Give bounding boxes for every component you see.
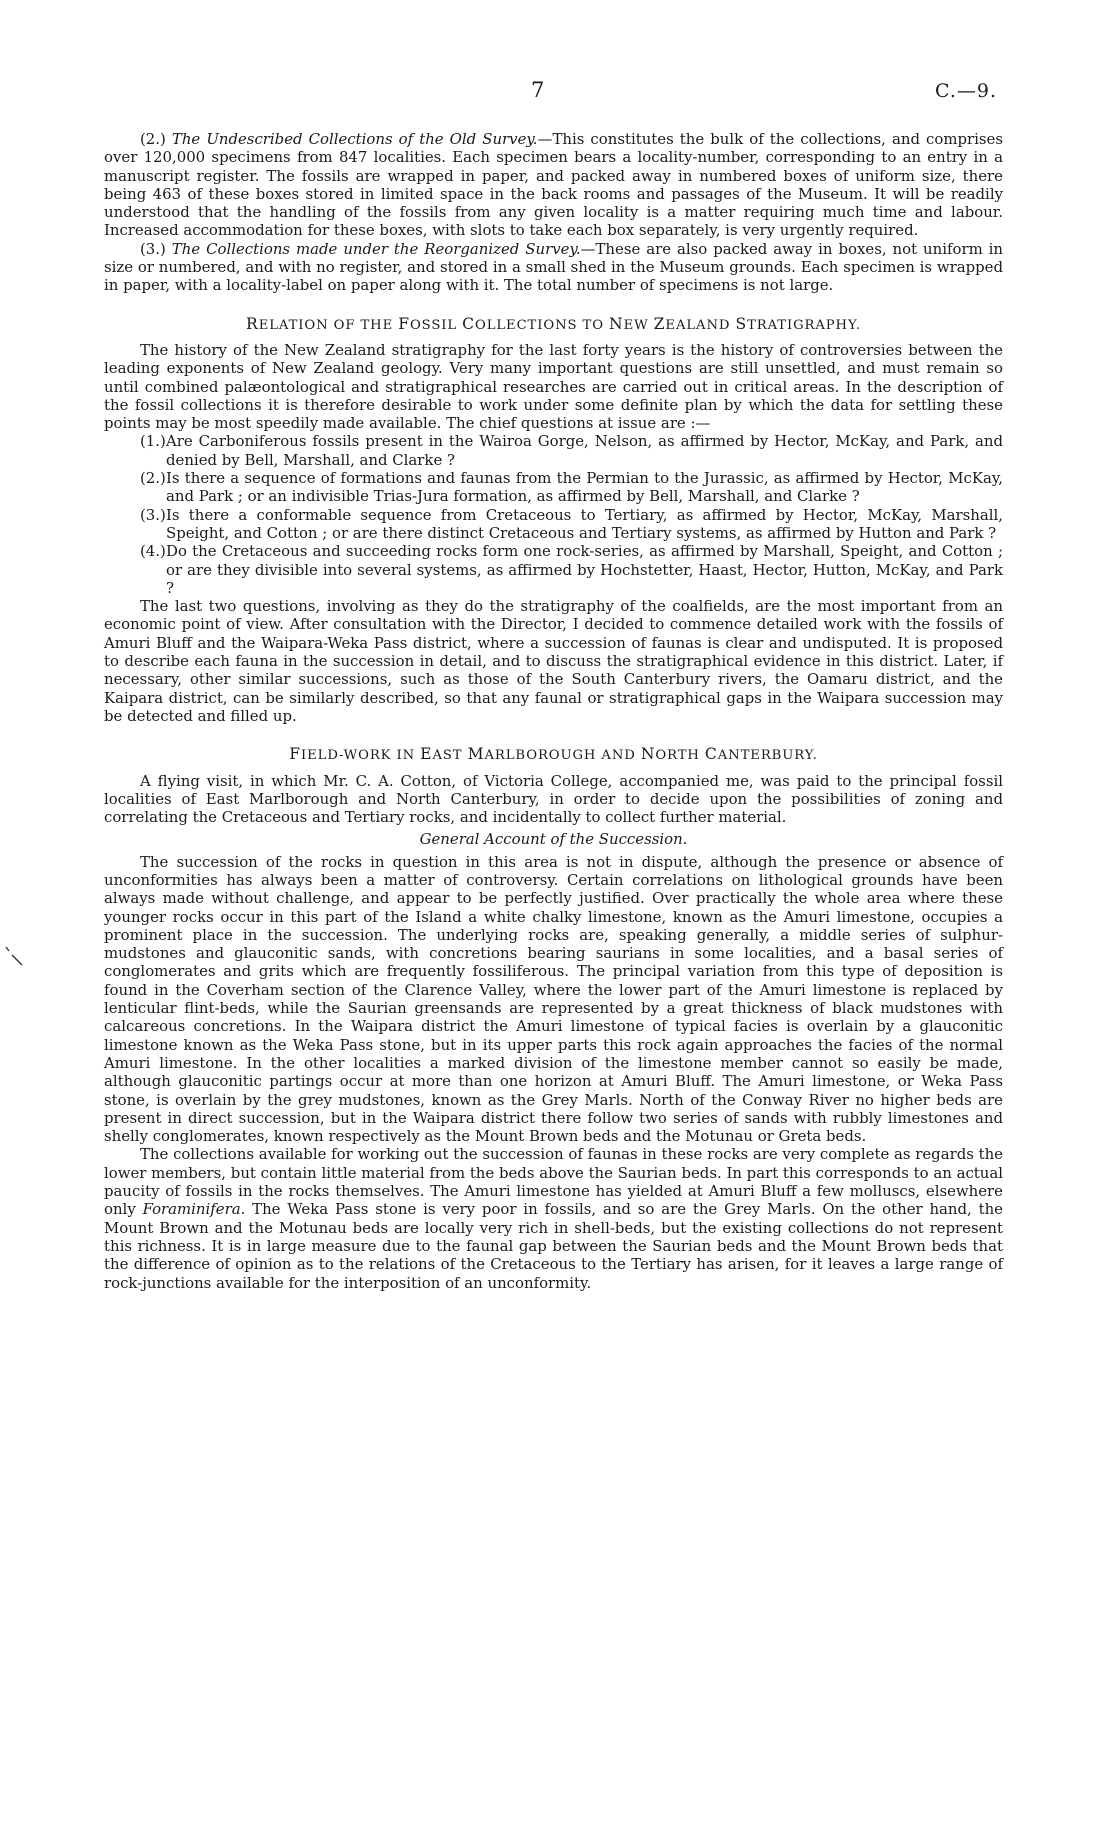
margin-mark-icon	[0, 945, 24, 967]
section-heading-fieldwork: FIELD-WORK IN EAST MARLBOROUGH AND NORTH CANTERBURY.	[289, 745, 818, 764]
list-item: (2.) Is there a sequence of formations and faunas from the Permian to the Jurassic, as affirmed by Hector, McKay, and Park ; or an indivisible Trias-Jura formation, as affirmed by Bell, Marshall, and Clarke ?	[140, 469, 1003, 506]
section-heading-stratigraphy: RELATION OF THE FOSSIL COLLECTIONS TO NEW ZEALAND STRATIGRAPHY.	[246, 314, 861, 333]
paragraph-stratigraphy-conclusion: The last two questions, involving as they do the stratigraphy of the coalfields, are the most important from an economic point of view. After consultation with the Director, I decided to commence detailed work with the fossils of Amuri Bluff and the Waipara-Weka Pass district, where a succession of faunas is clear and undisputed. It is proposed to describe each fauna in the succession in detail, and to discuss the stratigraphical evidence in this district. Later, if necessary, other similar successions, such as those of the South Canterbury rivers, the Oamaru district, and the Kaipara district, can be similarly described, so that any faunal or stratigraphical gaps in the Waipara succession may be detected and filled up.	[104, 597, 1003, 725]
paragraph-title: The Collections made under the Reorganized Survey.	[171, 239, 581, 258]
paragraph-collections: The collections available for working out the succession of faunas in these rocks are very complete as regards the lower members, but contain little material from the beds above the Saurian beds. In part this corresponds to an actual paucity of fossils in the rocks themselves. The Amuri limestone has yielded at Amuri Bluff a few molluscs, elsewhere only Foraminifera. The Weka Pass stone is very poor in fossils, and so are the Grey Marls. On the other hand, the Mount Brown and the Motunau beds are locally very rich in shell-beds, but the existing collections do not represent this richness. It is in large measure due to the faunal gap between the Saurian beds and the Mount Brown beds that the difference of opinion as to the relations of the Cretaceous to the Tertiary has arisen, for it leaves a large range of rock-junctions available for the interposition of an unconformity.	[104, 1145, 1003, 1292]
list-item: (4.) Do the Cretaceous and succeeding rocks form one rock-series, as affirmed by Marshall, Speight, and Cotton ; or are they divisible into several systems, as affirmed by Hochstetter, Haast, Hector, Hutton, McKay, and Park ?	[140, 542, 1003, 597]
paragraph-succession: The succession of the rocks in question in this area is not in dispute, although the presence or absence of unconformities has always been a matter of controversy. Certain correlations on lithological grounds have been always made without challenge, and appear to be perfectly justified. Over practically the whole area where these younger rocks occur in this part of the Island a white chalky limestone, known as the Amuri limestone, occupies a prominent place in the succession. The underlying rocks are, speaking generally, a middle series of sulphur-mudstones and glauconitic sands, with concretions bearing saurians in some localities, and a basal series of conglomerates and grits which are frequently fossiliferous. The principal variation from this type of deposition is found in the Coverham section of the Clarence Valley, where the lower part of the Amuri limestone is replaced by lenticular flint-beds, while the Saurian greensands are represented by a great thickness of black mudstones with calcareous concretions. In the Waipara district the Amuri limestone of typical facies is overlain by a glauconitic limestone known as the Weka Pass stone, but in its upper parts this rock again approaches the facies of the normal Amuri limestone. In the other localities a marked division of the limestone member cannot so easily be made, although glauconitic partings occur at more than one horizon at Amuri Bluff. The Amuri limestone, or Weka Pass stone, is overlain by the grey mudstones, known as the Grey Marls. North of the Conway River no higher beds are present in direct succession, but in the Waipara district there follow two series of sands with rubbly limestones and shelly conglomerates, known respectively as the Mount Brown beds and the Motunau or Greta beds.	[104, 852, 1003, 1146]
paragraph-stratigraphy-intro: The history of the New Zealand stratigraphy for the last forty years is the history of controversies between the leading exponents of New Zealand geology. Very many important questions are still unsettled, and must remain so until combined palæontological and stratigraphical researches are carried out in critical areas. In the description of the fossil collections it is therefore desirable to work under some definite plan by which the data for settling these points may be most speedily made available. The chief questions at issue are :—	[104, 340, 1003, 433]
page-number: 7	[531, 78, 545, 102]
subsection-heading-succession: General Account of the Succession.	[419, 830, 688, 849]
document-reference: C.—9.	[935, 80, 998, 102]
document-body	[104, 130, 1003, 1292]
page-header	[0, 78, 1114, 108]
questions-list	[104, 432, 1003, 597]
paragraph-fieldwork-intro: A flying visit, in which Mr. C. A. Cotton, of Victoria College, accompanied me, was paid to the principal fossil localities of East Marlborough and North Canterbury, in order to decide upon the possibilities of zoning and correlating the Cretaceous and Tertiary rocks, and incidentally to collect further material.	[104, 771, 1003, 827]
list-item: (3.) Is there a conformable sequence from Cretaceous to Tertiary, as affirmed by Hector, McKay, Marshall, Speight, and Cotton ; or are there distinct Cretaceous and Tertiary systems, as affirmed by Hutton and Park ?	[140, 505, 1003, 542]
paragraph-undescribed-collections: (2.) The Undescribed Collections of the Old Survey.—This constitutes the bulk of the collections, and comprises over 120,000 specimens from 847 localities. Each specimen bears a locality-number, corresponding to an entry in a manuscript register. The fossils are wrapped in paper, and packed away in numbered boxes of uniform size, there being 463 of these boxes stored in limited space in the back rooms and passages of the Museum. It will be readily understood that the handling of the fossils from any given locality is a matter requiring much time and labour. Increased accommodation for these boxes, with slots to take each box separately, is very urgently required.	[104, 130, 1003, 240]
paragraph-title: The Undescribed Collections of the Old Survey.	[171, 130, 538, 148]
list-item: (1.) Are Carboniferous fossils present in the Wairoa Gorge, Nelson, as affirmed by Hector, McKay, and Park, and denied by Bell, Marshall, and Clarke ?	[140, 432, 1003, 469]
paragraph-reorganized-collections: (3.) The Collections made under the Reorganized Survey.—These are also packed away in boxes, not uniform in size or numbered, and with no register, and stored in a small shed in the Museum grounds. Each specimen is wrapped in paper, with a locality-label on paper along with it. The total number of specimens is not large.	[104, 239, 1003, 295]
